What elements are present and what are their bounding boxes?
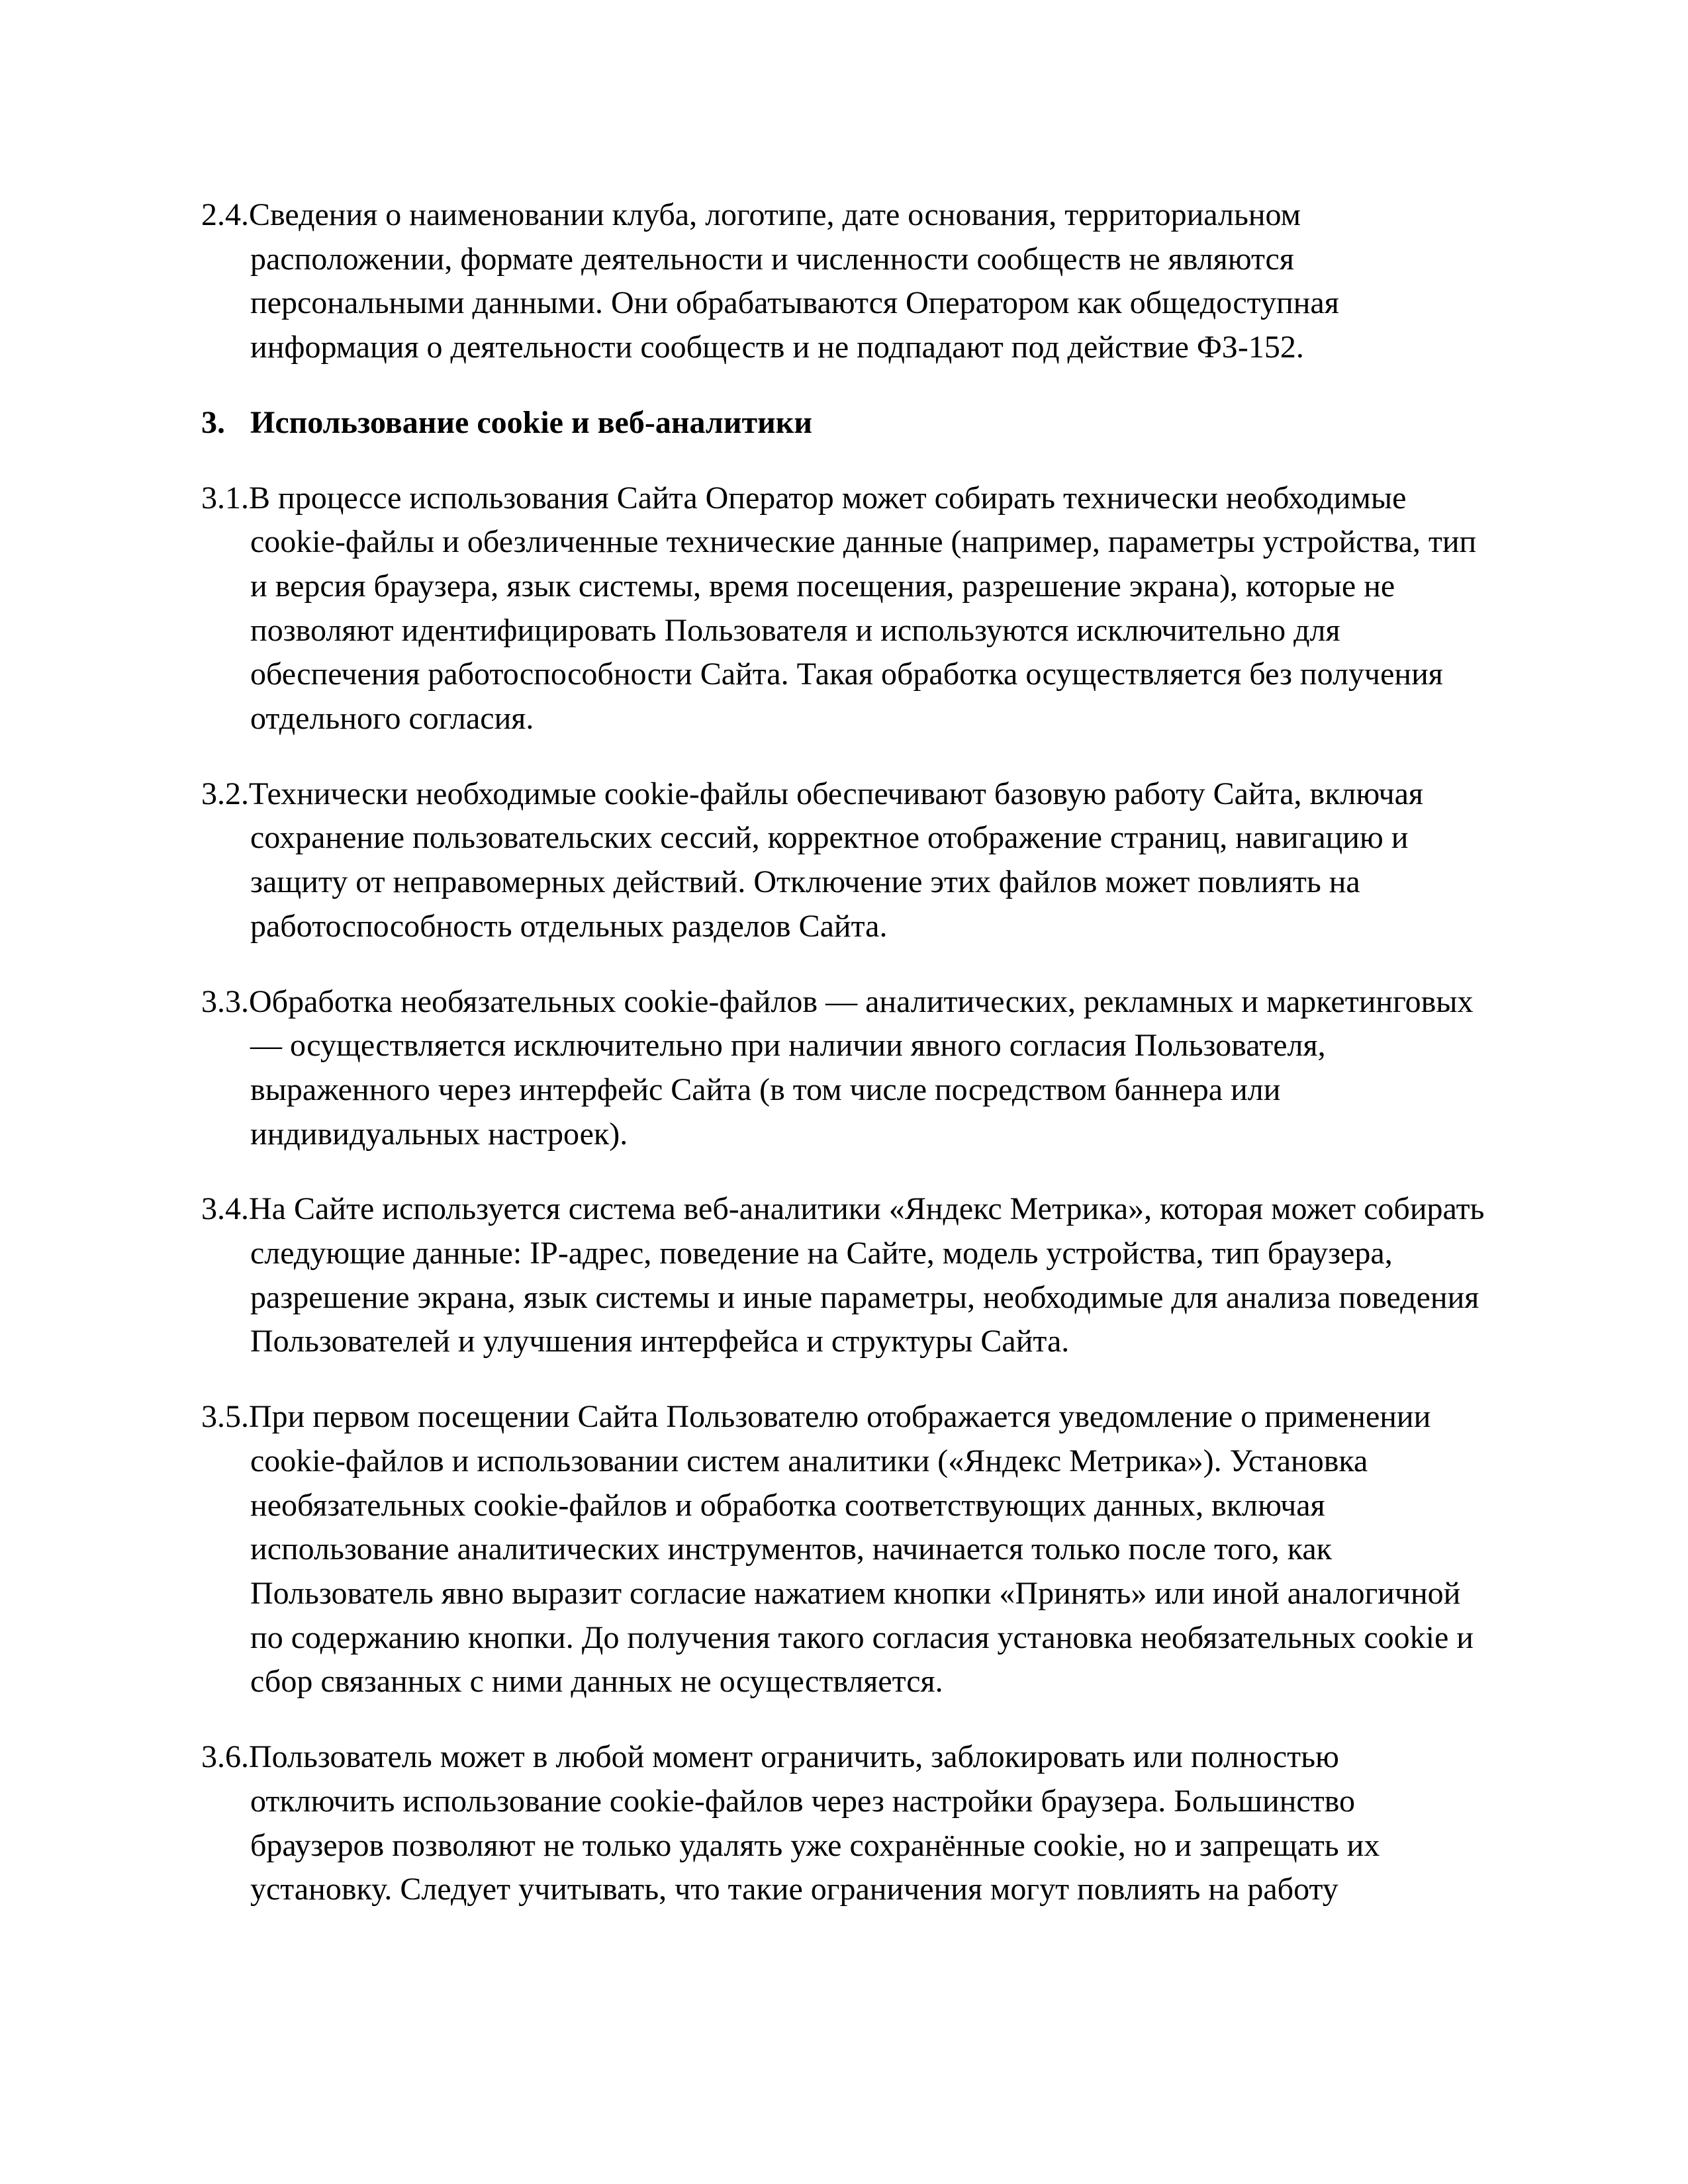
item-text: Пользователь может в любой момент ограничить, заблокировать или полностью отключить использование cookie-файлов через настройки браузера. Большинство браузеров позволяют не только удалять уже сохранённые cookie, но и запрещать их установку. Следует учитывать, что такие ограничения могут повлиять на работу [249, 1739, 1388, 1907]
item-text: На Сайте используется система веб-аналитики «Яндекс Метрика», которая может собирать следующие данные: IP-адрес, поведение на Сайте, модель устройства, тип браузера, разрешение экрана, язык системы и иные параметры, необходимые для анализа поведения Пользователей и улучшения интерфейса и структуры Сайта. [249, 1191, 1493, 1359]
item-number: 3.4. [201, 1191, 249, 1227]
section-heading-3 [201, 401, 1489, 445]
list-item-3-1 [201, 477, 1489, 741]
item-number: 3.6. [201, 1739, 249, 1775]
item-number: 3.3. [201, 983, 249, 1019]
item-text: Сведения о наименовании клуба, логотипе, дате основания, территориальном расположении, формате деятельности и численности сообществ не являются персональными данными. Они обрабатываются Оператором как общедоступная информация о деятельности сообществ и не подпадают под действие ФЗ-152. [249, 197, 1347, 365]
heading-number: 3. [201, 404, 225, 440]
item-text: Обработка необязательных cookie-файлов — аналитических, рекламных и маркетинговых — осуществляется исключительно при наличии явного согласия Пользователя, выраженного через интерфейс Сайта (в том числе посредством баннера или индивидуальных настроек). [249, 983, 1481, 1152]
item-number: 3.2. [201, 776, 249, 811]
list-item-3-2 [201, 772, 1489, 949]
list-item-3-3 [201, 980, 1489, 1157]
list-item-3-5 [201, 1395, 1489, 1704]
list-item-3-6 [201, 1735, 1489, 1912]
item-number: 2.4. [201, 197, 249, 232]
item-text: При первом посещении Сайта Пользователю отображается уведомление о применении cookie-файлов и использовании систем аналитики («Яндекс Метрика»). Установка необязательных cookie-файлов и обработка соответствующих данных, включая использование аналитических инструментов, начинается только после того, как Пользователь явно выразит согласие нажатием кнопки «Принять» или иной аналогичной по содержанию кнопки. До получения такого согласия установка необязательных cookie и сбор связанных с ними данных не осуществляется. [249, 1399, 1481, 1700]
list-item-3-4 [201, 1187, 1493, 1364]
item-text: В процессе использования Сайта Оператор может собирать технически необходимые cookie-файлы и обезличенные технические данные (например, параметры устройства, тип и версия браузера, язык системы, время посещения, разрешение экрана), которые не позволяют идентифицировать Пользователя и используются исключительно для обеспечения работоспособности Сайта. Такая обработка осуществляется без получения отдельного согласия. [249, 480, 1485, 737]
heading-text: Использование cookie и веб-аналитики [250, 404, 813, 440]
item-number: 3.5. [201, 1399, 249, 1435]
item-text: Технически необходимые cookie-файлы обеспечивают базовую работу Сайта, включая сохранение пользовательских сессий, корректное отображение страниц, навигацию и защиту от неправомерных действий. Отключение этих файлов может повлиять на работоспособность отдельных разделов Сайта. [249, 776, 1431, 944]
item-number: 3.1. [201, 480, 249, 516]
list-item-2-4 [201, 193, 1489, 370]
